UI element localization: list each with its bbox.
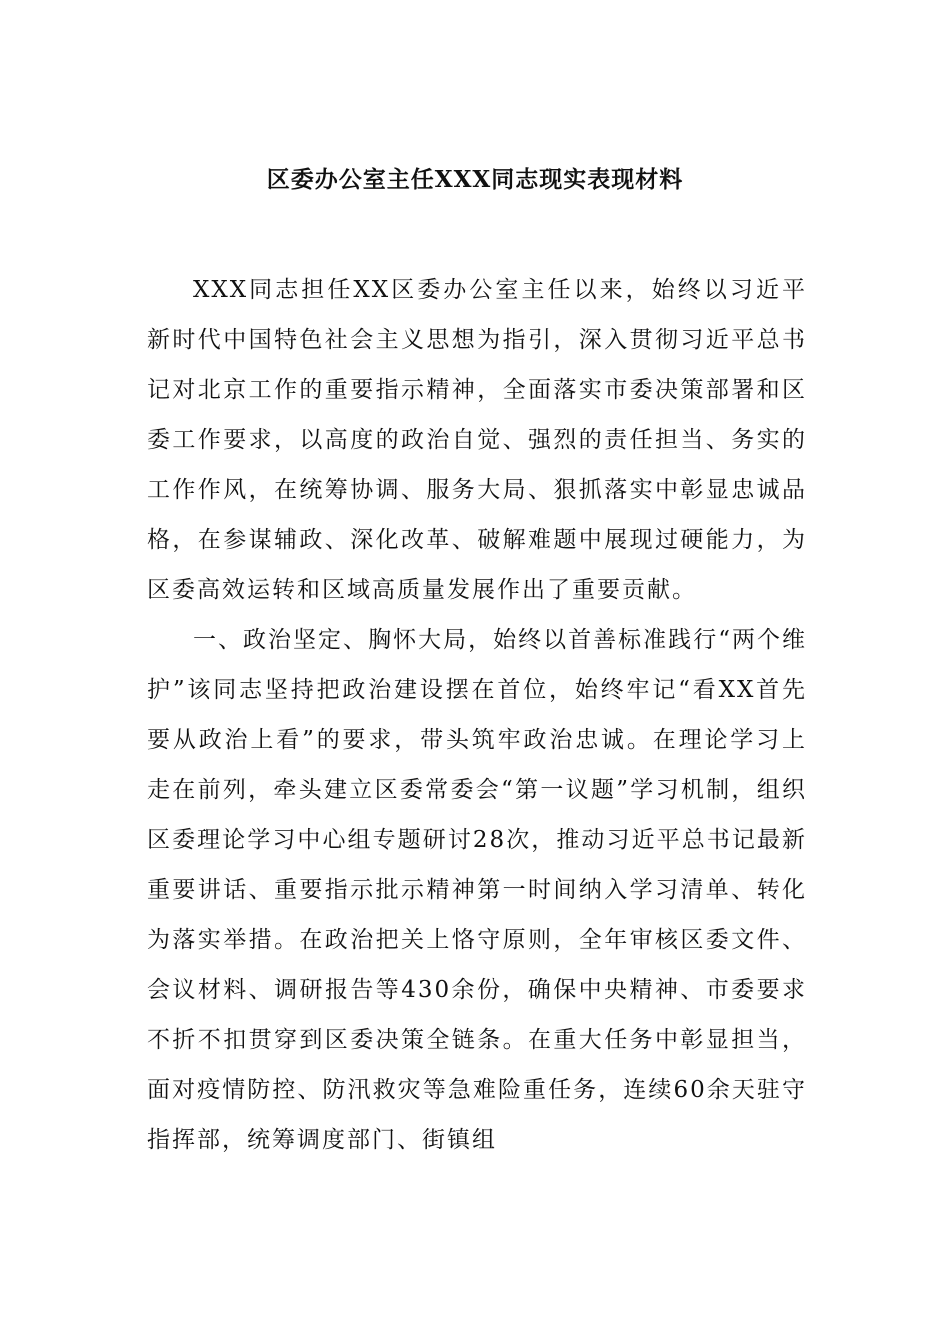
paragraph-section-1: 一、政治坚定、胸怀大局，始终以首善标准践行“两个维护”该同志坚持把政治建设摆在首位，始终牢记“看XX首先要从政治上看”的要求，带头筑牢政治忠诚。在理论学习上走在前列，牵头建立区委常委会“第一议题”学习机制，组织区委理论学习中心组专题研讨28次，推动习近平总书记最新重要讲话、重要指示批示精神第一时间纳入学习清单、转化为落实举措。在政治把关上恪守原则，全年审核区委文件、会议材料、调研报告等430余份，确保中央精神、市委要求不折不扣贯穿到区委决策全链条。在重大任务中彰显担当，面对疫情防控、防汛救灾等急难险重任务，连续60余天驻守指挥部，统筹调度部门、街镇组: [147, 627, 807, 1153]
document-body: [147, 265, 807, 1165]
document-title: 区委办公室主任XXX同志现实表现材料: [266, 166, 684, 193]
paragraph-intro: XXX同志担任XX区委办公室主任以来，始终以习近平新时代中国特色社会主义思想为指引，深入贯彻习近平总书记对北京工作的重要指示精神，全面落实市委决策部署和区委工作要求，以高度的政治自觉、强烈的责任担当、务实的工作作风，在统筹协调、服务大局、狠抓落实中彰显忠诚品格，在参谋辅政、深化改革、破解难题中展现过硬能力，为区委高效运转和区域高质量发展作出了重要贡献。: [147, 277, 807, 603]
